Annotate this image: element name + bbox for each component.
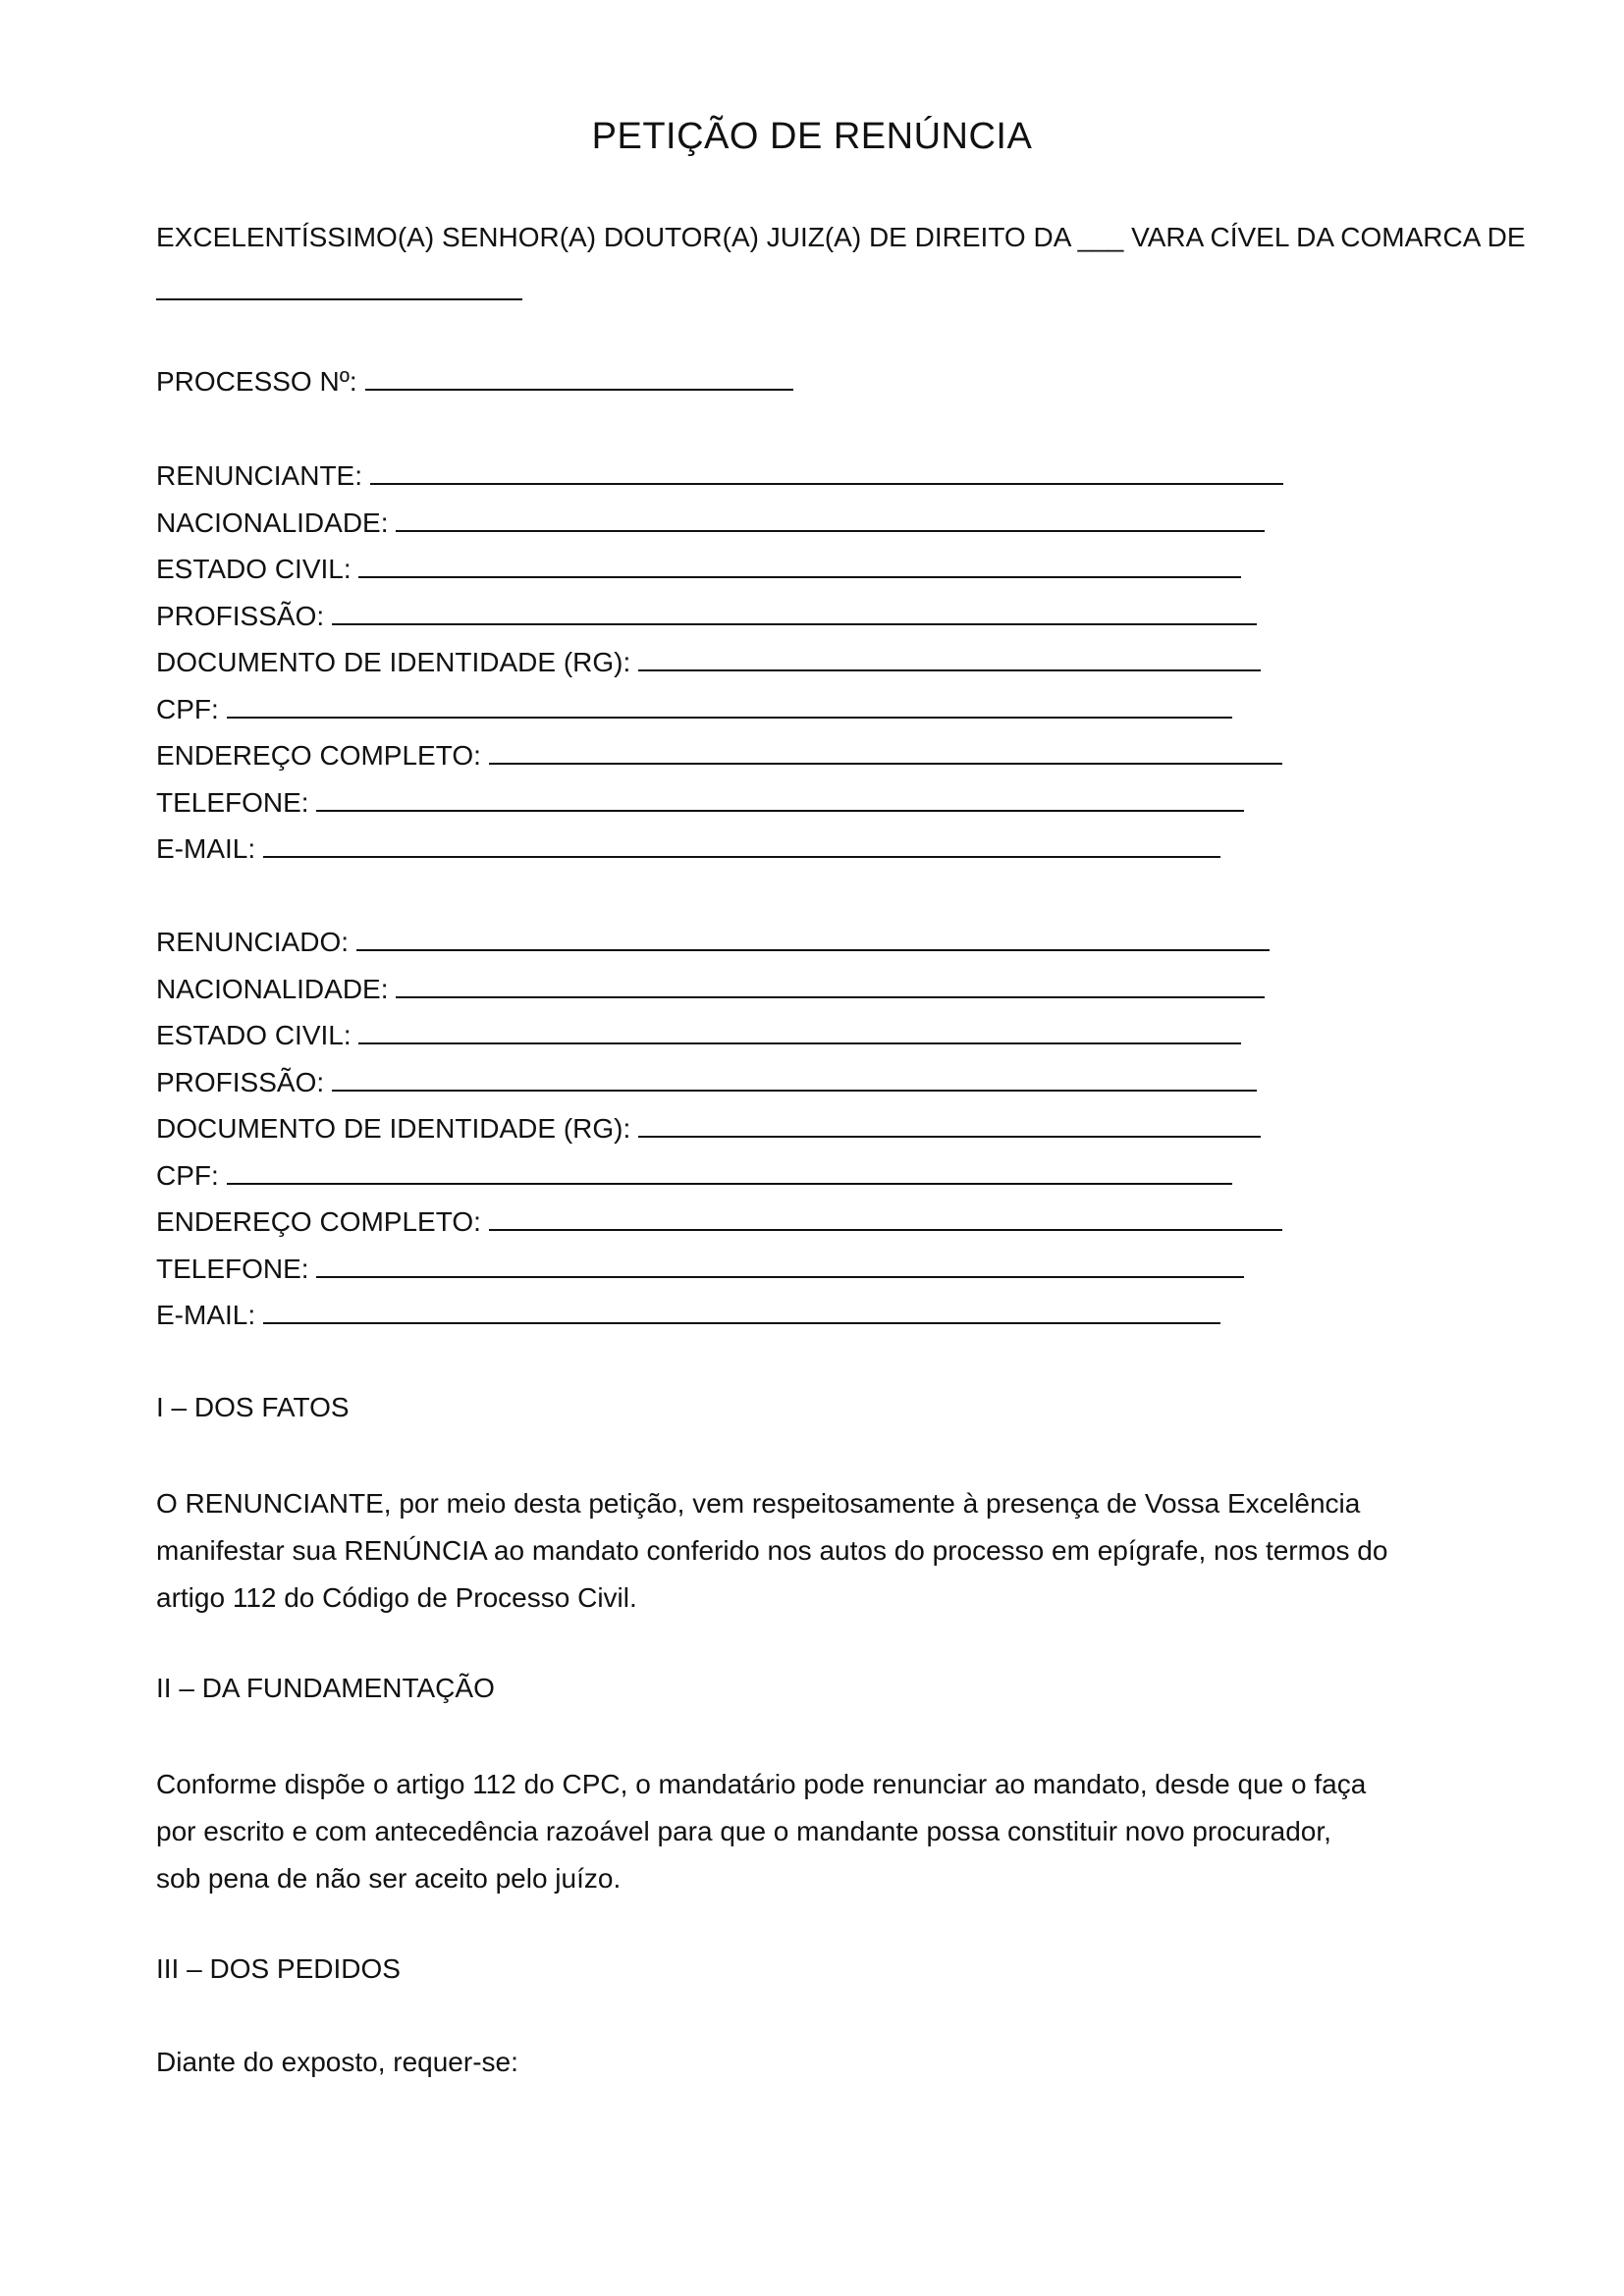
- field-blank: [370, 457, 1283, 485]
- field-blank: [396, 971, 1265, 998]
- section-body-pedidos: Diante do exposto, requer-se:: [156, 2047, 518, 2077]
- renunciado-telefone-field: [156, 1251, 1244, 1287]
- field-label: RENUNCIANTE:: [156, 460, 363, 491]
- field-label: DOCUMENTO DE IDENTIDADE (RG):: [156, 647, 631, 677]
- field-label: NACIONALIDADE:: [156, 974, 389, 1004]
- field-blank: [227, 1157, 1232, 1185]
- field-label: ESTADO CIVIL:: [156, 554, 352, 584]
- field-blank: [316, 1251, 1244, 1278]
- field-label: PROFISSÃO:: [156, 601, 325, 631]
- field-blank: [263, 1297, 1220, 1324]
- field-blank: [227, 691, 1232, 719]
- renunciado-estado-civil-field: [156, 1017, 1241, 1053]
- field-label: TELEFONE:: [156, 787, 309, 818]
- renunciante-telefone-field: [156, 784, 1244, 821]
- renunciado-cpf-field: [156, 1157, 1232, 1194]
- renunciante-rg-field: [156, 644, 1261, 680]
- renunciado-nacionalidade-field: [156, 971, 1265, 1007]
- field-label: ENDEREÇO COMPLETO:: [156, 1206, 481, 1237]
- field-label: PROCESSO Nº:: [156, 366, 357, 397]
- field-label: PROFISSÃO:: [156, 1067, 325, 1097]
- paragraph-line: sob pena de não ser aceito pelo juízo.: [156, 1863, 622, 1894]
- section-body-fatos: [156, 1480, 1433, 1622]
- renunciado-email-field: [156, 1297, 1220, 1333]
- process-number-field: [156, 363, 793, 400]
- renunciado-endereco-field: [156, 1203, 1282, 1240]
- field-label: DOCUMENTO DE IDENTIDADE (RG):: [156, 1113, 631, 1144]
- field-label: ENDEREÇO COMPLETO:: [156, 740, 481, 771]
- paragraph-line: por escrito e com antecedência razoável para que o mandante possa constituir novo procurador,: [156, 1816, 1331, 1846]
- section-heading-fatos: I – DOS FATOS: [156, 1392, 350, 1422]
- field-blank: [358, 1017, 1241, 1044]
- field-blank: [332, 598, 1257, 625]
- field-label: CPF:: [156, 1160, 219, 1191]
- field-label: RENUNCIADO:: [156, 927, 350, 957]
- renunciante-nacionalidade-field: [156, 505, 1265, 541]
- renunciante-endereco-field: [156, 737, 1282, 774]
- field-label: NACIONALIDADE:: [156, 507, 389, 538]
- field-blank: [489, 1203, 1282, 1231]
- field-label: E-MAIL:: [156, 833, 256, 864]
- field-label: E-MAIL:: [156, 1300, 256, 1330]
- field-blank: [365, 363, 793, 391]
- renunciante-estado-civil-field: [156, 551, 1241, 587]
- field-label: CPF:: [156, 694, 219, 724]
- section-body-fundamentacao: [156, 1761, 1433, 1902]
- paragraph-line: O RENUNCIANTE, por meio desta petição, vem respeitosamente à presença de Vossa Excelência: [156, 1488, 1361, 1519]
- field-blank: [332, 1064, 1257, 1092]
- court-address: EXCELENTÍSSIMO(A) SENHOR(A) DOUTOR(A) JUIZ(A) DE DIREITO DA ___ VARA CÍVEL DA COMARCA DE: [156, 222, 1526, 252]
- section-heading-pedidos: III – DOS PEDIDOS: [156, 1953, 401, 1984]
- document-title: PETIÇÃO DE RENÚNCIA: [591, 116, 1033, 157]
- paragraph-line: artigo 112 do Código de Processo Civil.: [156, 1582, 637, 1613]
- field-label: ESTADO CIVIL:: [156, 1020, 352, 1050]
- field-blank: [358, 551, 1241, 578]
- field-blank: [396, 505, 1265, 532]
- field-blank: [263, 830, 1220, 858]
- field-blank: [356, 924, 1270, 951]
- renunciante-profissao-field: [156, 598, 1257, 634]
- section-heading-fundamentacao: II – DA FUNDAMENTAÇÃO: [156, 1673, 495, 1703]
- paragraph-line: manifestar sua RENÚNCIA ao mandato conferido nos autos do processo em epígrafe, nos termos do: [156, 1535, 1388, 1566]
- renunciado-name-field: [156, 924, 1270, 960]
- renunciante-cpf-field: [156, 691, 1232, 727]
- field-blank: [489, 737, 1282, 765]
- comarca-blank-line: [156, 273, 522, 309]
- field-label: TELEFONE:: [156, 1254, 309, 1284]
- renunciado-profissao-field: [156, 1064, 1257, 1100]
- paragraph-line: Conforme dispõe o artigo 112 do CPC, o mandatário pode renunciar ao mandato, desde que o faça: [156, 1769, 1367, 1799]
- field-blank: [638, 1110, 1261, 1138]
- renunciado-rg-field: [156, 1110, 1261, 1147]
- field-blank: [316, 784, 1244, 812]
- field-blank: [638, 644, 1261, 671]
- renunciante-email-field: [156, 830, 1220, 867]
- renunciante-name-field: [156, 457, 1283, 494]
